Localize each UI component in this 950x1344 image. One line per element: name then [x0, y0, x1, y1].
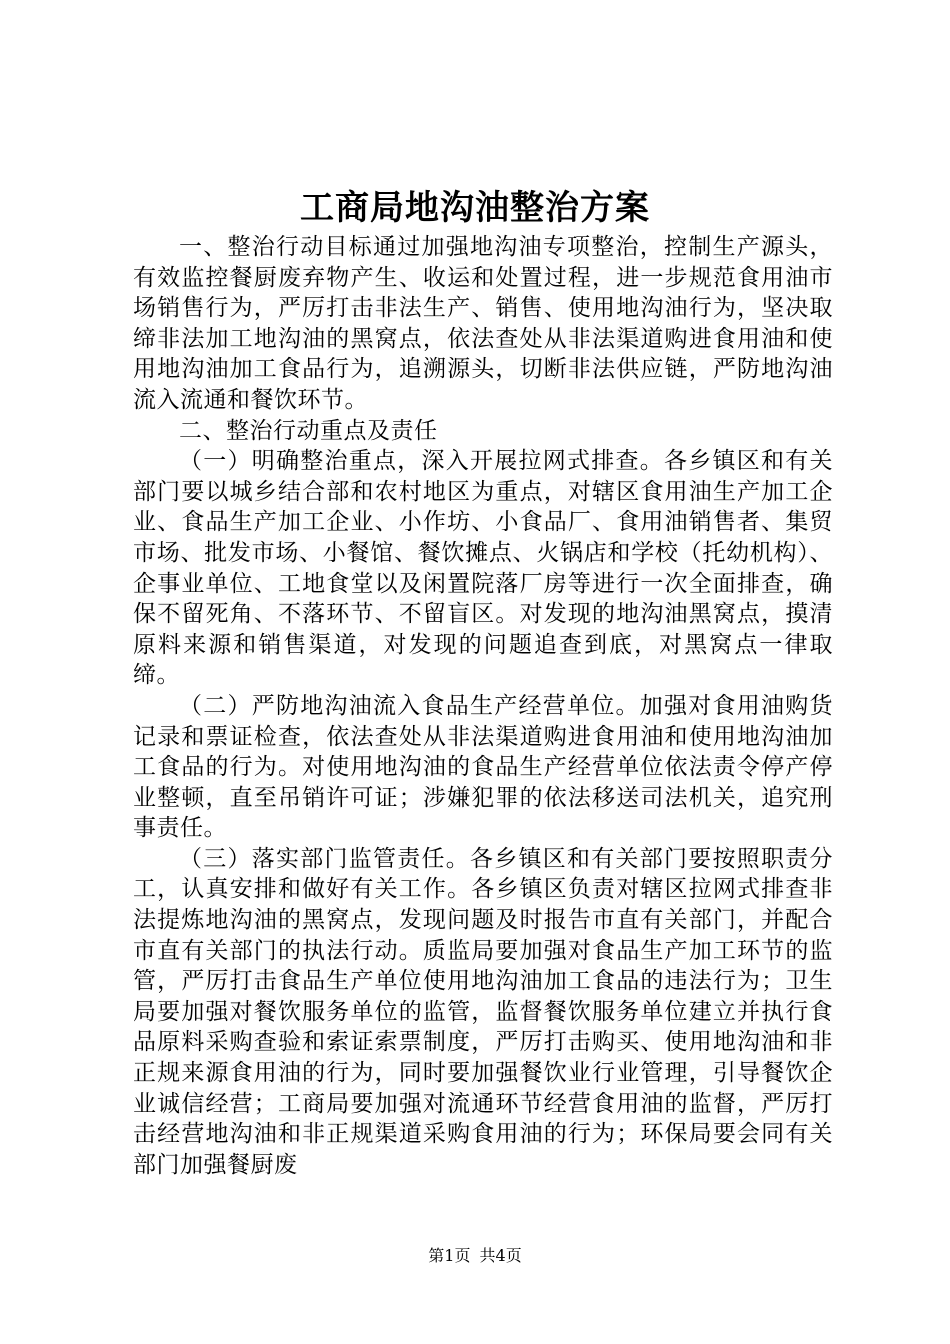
paragraph-objectives: 一、整治行动目标通过加强地沟油专项整治，控制生产源头，有效监控餐厨废弃物产生、收运和处置过程，进一步规范食用油市场销售行为，严厉打击非法生产、销售、使用地沟油行为，坚决取缔非法加工地沟油的黑窝点，依法查处从非法渠道购进食用油和使用地沟油加工食品行为，追溯源头，切断非法供应链，严防地沟油流入流通和餐饮环节。 — [133, 234, 833, 413]
page-total: 共4页 — [479, 1246, 522, 1265]
paragraph-item-1: （一）明确整治重点，深入开展拉网式排查。各乡镇区和有关部门要以城乡结合部和农村地区为重点，对辖区食用油生产加工企业、食品生产加工企业、小作坊、小食品厂、食用油销售者、集贸市场、批发市场、小餐馆、餐饮摊点、火锅店和学校（托幼机构）、企事业单位、工地食堂以及闲置院落厂房等进行一次全面排查，确保不留死角、不落环节、不留盲区。对发现的地沟油黑窝点，摸清原料来源和销售渠道，对发现的问题追查到底，对黑窝点一律取缔。 — [133, 448, 833, 689]
document-title: 工商局地沟油整治方案 — [300, 188, 650, 228]
document-body — [133, 232, 833, 1180]
page-footer — [0, 1244, 950, 1268]
page-number: 第1页 — [428, 1246, 471, 1265]
paragraph-item-3: （三）落实部门监管责任。各乡镇区和有关部门要按照职责分工，认真安排和做好有关工作。各乡镇区负责对辖区拉网式排查非法提炼地沟油的黑窝点，发现问题及时报告市直有关部门，并配合市直有关部门的执法行动。质监局要加强对食品生产加工环节的监管，严厉打击食品生产单位使用地沟油加工食品的违法行为；卫生局要加强对餐饮服务单位的监管，监督餐饮服务单位建立并执行食品原料采购查验和索证索票制度，严厉打击购买、使用地沟油和非正规来源食用油的行为，同时要加强餐饮业行业管理，引导餐饮企业诚信经营；工商局要加强对流通环节经营食用油的监督，严厉打击经营地沟油和非正规渠道采购食用油的行为；环保局要会同有关部门加强餐厨废 — [133, 845, 833, 1178]
section-heading-focus: 二、整治行动重点及责任 — [179, 417, 438, 444]
paragraph-item-2: （二）严防地沟油流入食品生产经营单位。加强对食用油购货记录和票证检查，依法查处从非法渠道购进食用油和使用地沟油加工食品的行为。对使用地沟油的食品生产经营单位依法责令停产停业整顿，直至吊销许可证；涉嫌犯罪的依法移送司法机关，追究刑事责任。 — [133, 692, 833, 842]
